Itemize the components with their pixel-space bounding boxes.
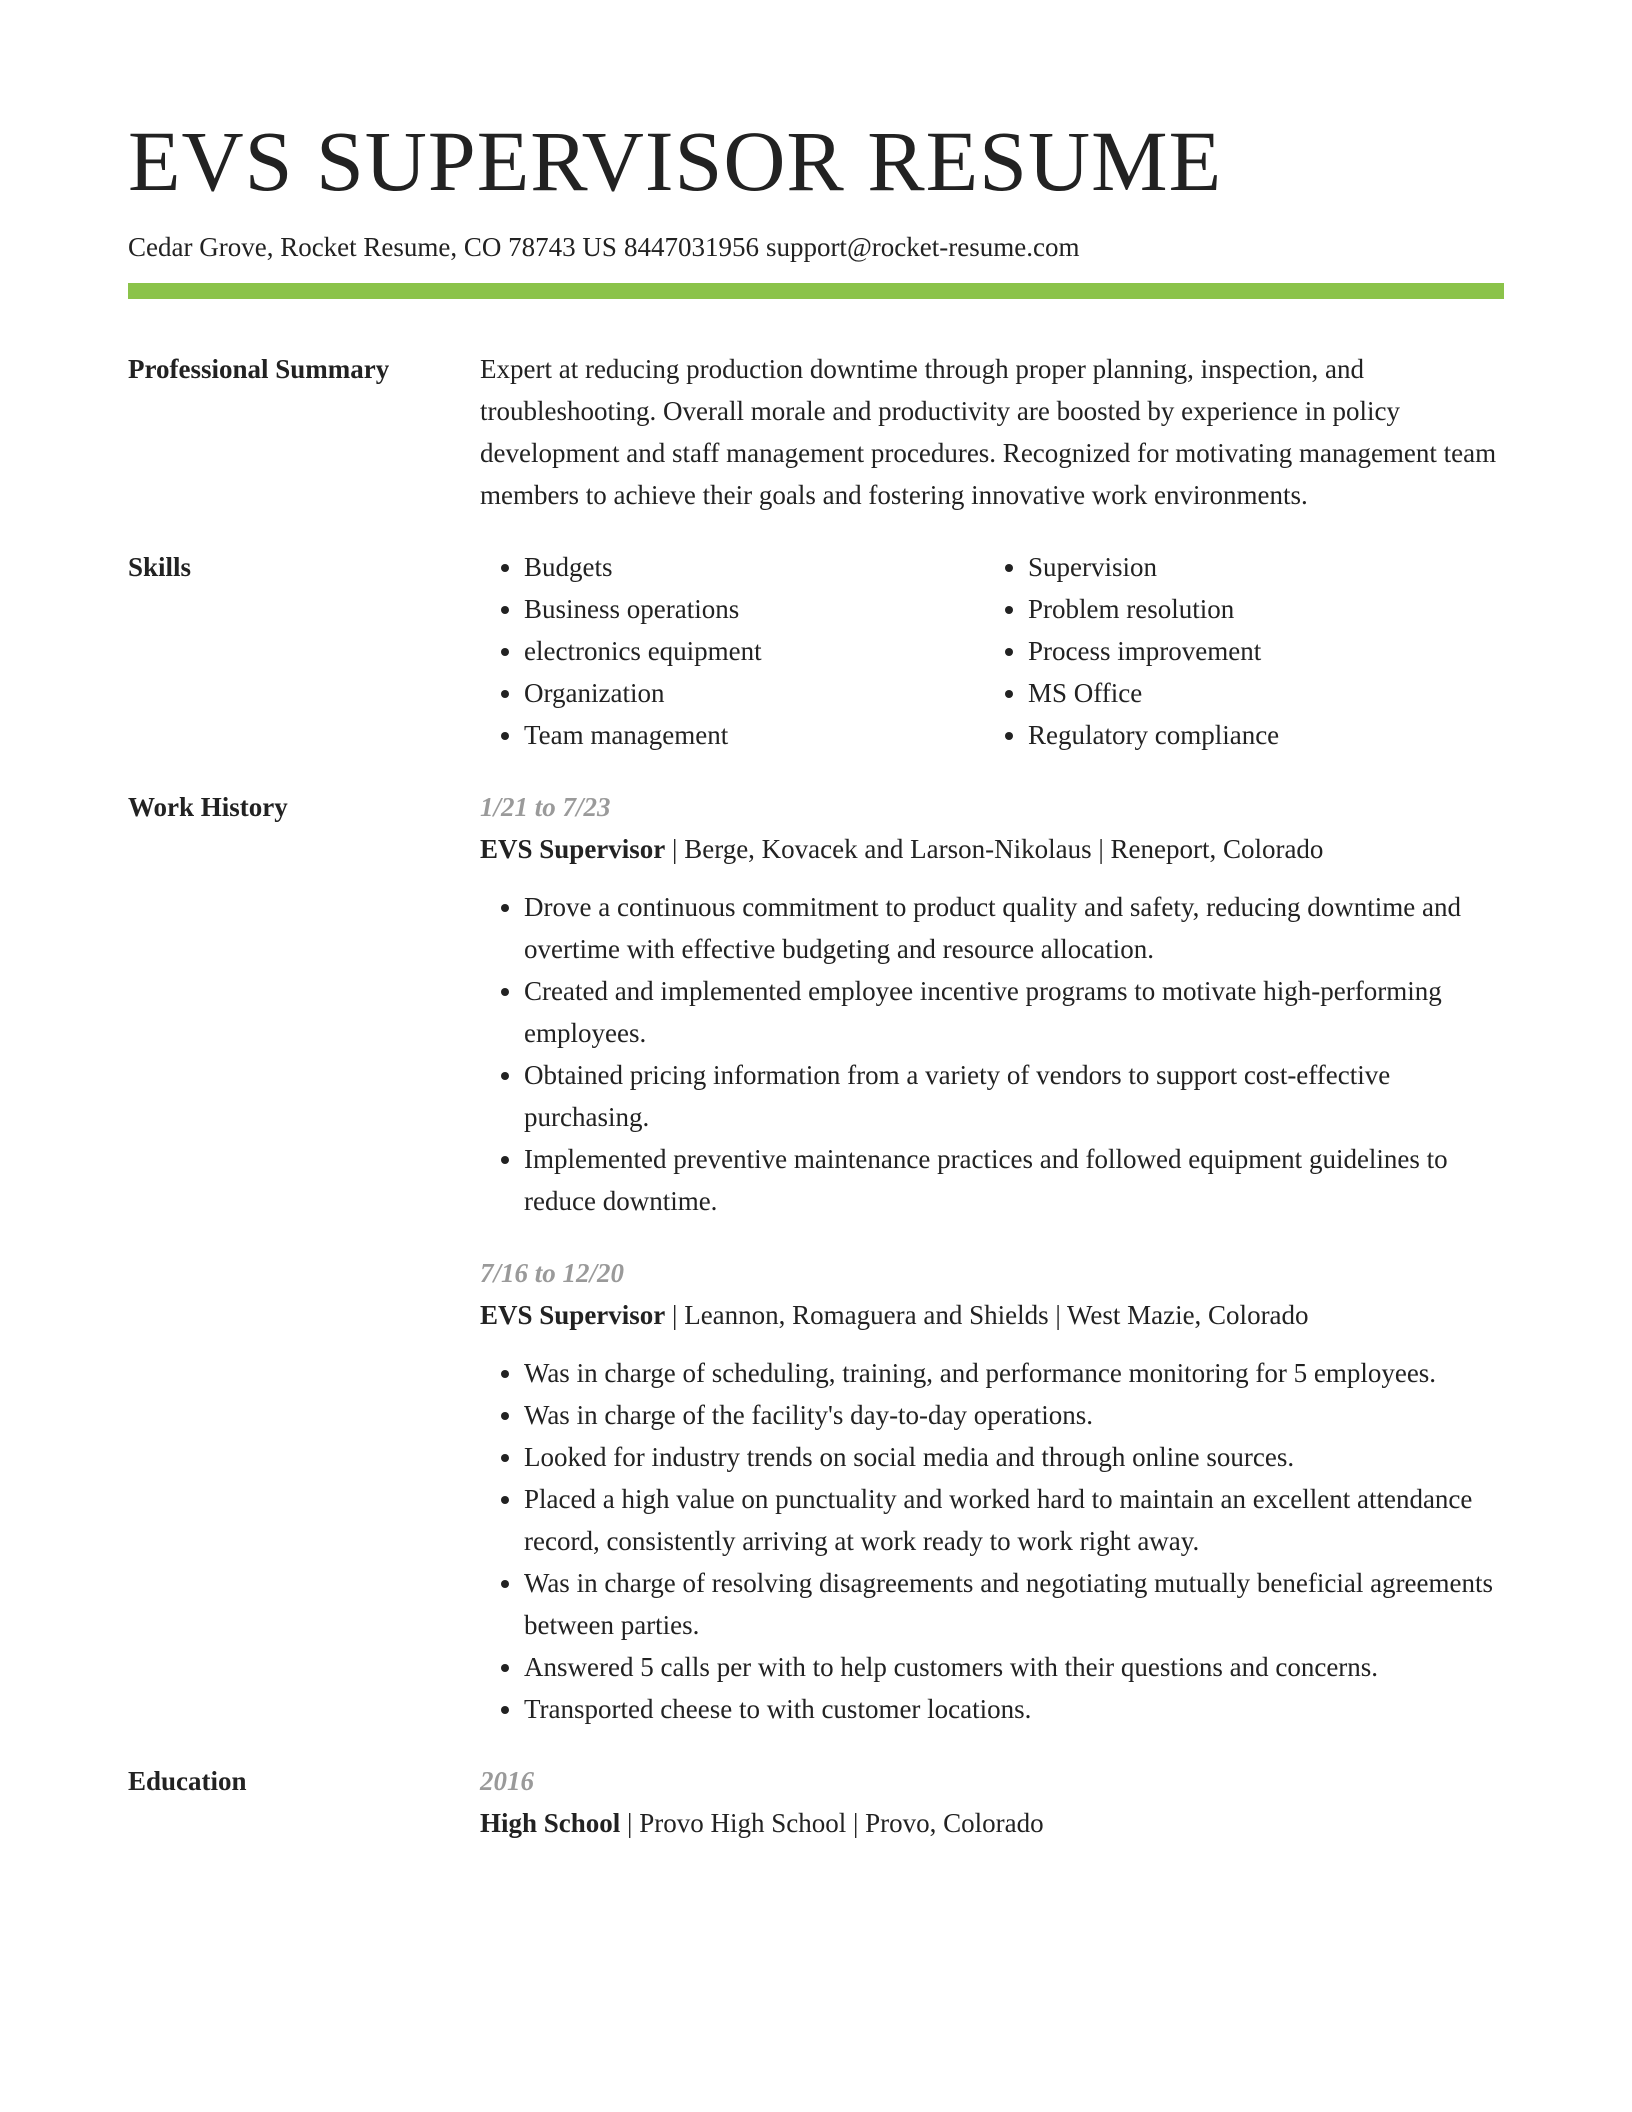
contact-line [128, 231, 1504, 263]
education-date: 2016 [480, 1766, 534, 1797]
job-entry [480, 1252, 1504, 1730]
job-bullet: • Transported cheese to with customer locations. [524, 1688, 1504, 1730]
job-dates: 7/16 to 12/20 [480, 1258, 625, 1289]
skill-item: • MS Office [1028, 672, 1488, 714]
job-bullets [480, 886, 1504, 1222]
job-bullet: • Was in charge of scheduling, training, and performance monitoring for 5 employees. [524, 1352, 1504, 1394]
education-school-location: | Provo High School | Provo, Colorado [620, 1808, 1044, 1839]
skills-columns [480, 546, 1504, 756]
work-history-body [480, 786, 1504, 1730]
education-body [480, 1760, 1504, 1844]
resume-title: EVS SUPERVISOR RESUME [128, 113, 1223, 209]
job-bullet: • Created and implemented employee incentive programs to motivate high-performing employees. [524, 970, 1504, 1054]
job-dates: 1/21 to 7/23 [480, 792, 611, 823]
contact-location: Cedar Grove, Rocket Resume, CO 78743 US [128, 232, 617, 262]
skills-body [480, 546, 1504, 756]
job-bullet: • Answered 5 calls per with to help customers with their questions and concerns. [524, 1646, 1504, 1688]
skill-item: • Process improvement [1028, 630, 1488, 672]
work-history-section [128, 786, 1504, 1730]
job-title-line [480, 828, 1504, 870]
skill-item: • Budgets [524, 546, 984, 588]
skill-item: • Team management [524, 714, 984, 756]
skill-item: • Problem resolution [1028, 588, 1488, 630]
education-line [480, 1802, 1504, 1844]
skills-section [128, 546, 1504, 756]
skill-item: • Regulatory compliance [1028, 714, 1488, 756]
education-degree: High School [480, 1808, 621, 1839]
skill-item: • electronics equipment [524, 630, 984, 672]
job-title: EVS Supervisor [480, 834, 666, 865]
skill-item: • Business operations [524, 588, 984, 630]
header-accent-rule [128, 283, 1504, 299]
job-bullet: • Looked for industry trends on social media and through online sources. [524, 1436, 1504, 1478]
job-title-line [480, 1294, 1504, 1336]
job-title: EVS Supervisor [480, 1300, 666, 1331]
job-bullet: • Obtained pricing information from a variety of vendors to support cost-effective purchasing. [524, 1054, 1504, 1138]
job-bullet: • Implemented preventive maintenance practices and followed equipment guidelines to reduce downtime. [524, 1138, 1504, 1222]
job-bullet: • Was in charge of resolving disagreements and negotiating mutually beneficial agreements between parties. [524, 1562, 1504, 1646]
skill-item: • Supervision [1028, 546, 1488, 588]
summary-text: Expert at reducing production downtime through proper planning, inspection, and troubleshooting. Overall morale and productivity are boosted by experience in policy development and staff management procedures. Recognized for motivating management team members to achieve their goals and fostering innovative work environments. [480, 354, 1497, 511]
job-bullet: • Was in charge of the facility's day-to-day operations. [524, 1394, 1504, 1436]
skills-list-left [480, 546, 984, 756]
job-bullet: • Placed a high value on punctuality and worked hard to maintain an excellent attendance record, consistently arriving at work ready to work right away. [524, 1478, 1504, 1562]
section-label-summary: Professional Summary [128, 354, 390, 385]
job-employer-location: | Berge, Kovacek and Larson-Nikolaus | Reneport, Colorado [665, 834, 1324, 865]
skill-item: • Organization [524, 672, 984, 714]
job-entry [480, 786, 1504, 1222]
contact-email: support@rocket-resume.com [765, 232, 1080, 262]
summary-section [128, 348, 1504, 516]
contact-phone: 8447031956 [623, 232, 759, 262]
job-employer-location: | Leannon, Romaguera and Shields | West Mazie, Colorado [665, 1300, 1309, 1331]
summary-body [480, 348, 1504, 516]
education-section [128, 1760, 1504, 1844]
section-label-skills: Skills [128, 552, 192, 583]
section-label-work-history: Work History [128, 792, 288, 823]
section-label-education: Education [128, 1766, 247, 1797]
job-bullet: • Drove a continuous commitment to product quality and safety, reducing downtime and overtime with effective budgeting and resource allocation. [524, 886, 1504, 970]
skills-list-right [984, 546, 1488, 756]
job-bullets [480, 1352, 1504, 1730]
